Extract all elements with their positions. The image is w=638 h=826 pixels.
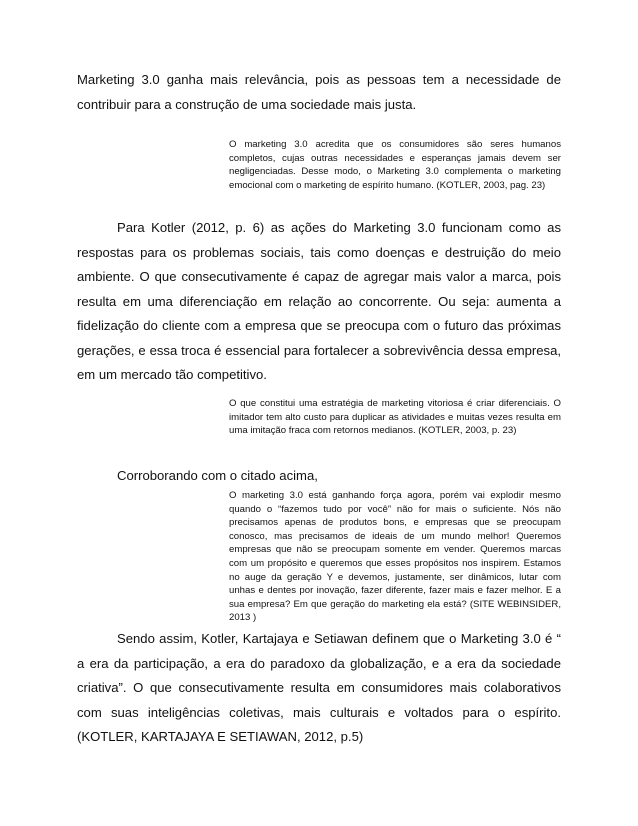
- paragraph-intro: Marketing 3.0 ganha mais relevância, pois as pessoas tem a necessidade de contribuir para a construção de uma sociedade mais justa.: [77, 72, 561, 112]
- paragraph-corroborando: Corroborando com o citado acima,: [117, 468, 318, 483]
- paragraph-kotler-2012: Para Kotler (2012, p. 6) as ações do Marketing 3.0 funcionam como as respostas para os problemas sociais, tais como doenças e destruição do meio ambiente. O que consecutivamente é capaz de agregar mais valor a marca, pois resulta em uma diferenciação em relação ao concorrente. Ou seja: aumenta a fidelização do cliente com a empresa que se preocupa com o futuro das próximas gerações, e essa troca é essencial para fortalecer a sobrevivência dessa empresa, em um mercado tão competitivo.: [77, 220, 561, 382]
- block-quote-kotler-2003-b: O que constitui uma estratégia de marketing vitoriosa é criar diferenciais. O imitador tem alto custo para duplicar as atividades e muitas vezes resulta em uma imitação fraca com retornos medianos. (KOTLER, 2003, p. 23): [229, 398, 561, 437]
- block-quote-webinsider: O marketing 3.0 está ganhando força agora, porém vai explodir mesmo quando o “fazemos tudo por você” não for mais o suficiente. Nós não precisamos apenas de produtos bons, e empresas que se preocupam conosco, mas precisamos de ideais de um mundo melhor! Queremos empresas que não se preocupam somente em vender. Queremos marcas com um propósito e queremos que esses propósitos nos inspirem. Estamos no auge da geração Y e devemos, justamente, ser dinâmicos, lutar com unhas e dentes por inovação, fazer diferente, fazer mais e fazer melhor. E a sua empresa? Em que geração do marketing ela está? (SITE WEBINSIDER, 2013 ): [229, 490, 561, 624]
- paragraph-conclusion: Sendo assim, Kotler, Kartajaya e Setiawan definem que o Marketing 3.0 é “ a era da participação, a era do paradoxo da globalização, e a era da sociedade criativa”. O que consecutivamente resulta em consumidores mais colaborativos com suas inteligências coletivas, mais culturais e voltados para o espírito. (KOTLER, KARTAJAYA E SETIAWAN, 2012, p.5): [77, 631, 561, 744]
- block-quote-kotler-2003-a: O marketing 3.0 acredita que os consumidores são seres humanos completos, cujas outras necessidades e esperanças jamais devem ser negligenciadas. Desse modo, o Marketing 3.0 complementa o marketing emocional com o marketing de espírito humano. (KOTLER, 2003, pag. 23): [229, 139, 561, 191]
